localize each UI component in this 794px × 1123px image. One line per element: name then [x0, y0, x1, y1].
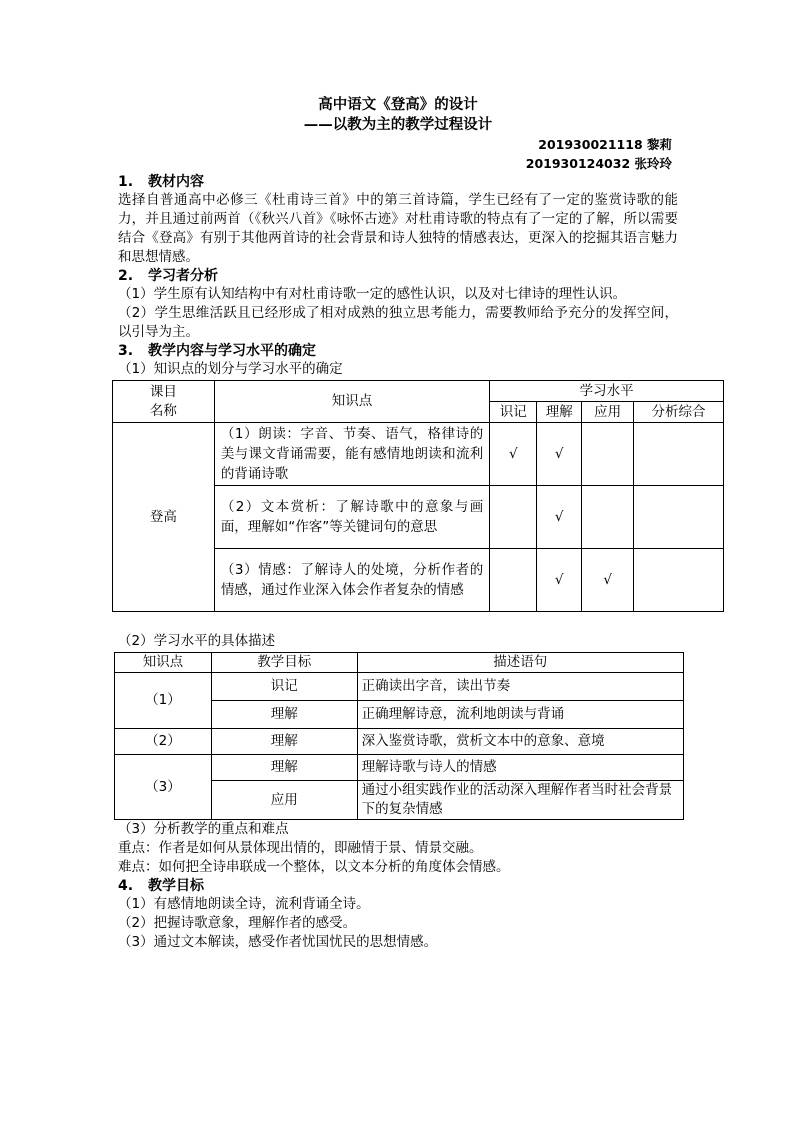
teaching-goal: 理解 [211, 701, 357, 729]
level-mark: √ [537, 549, 582, 612]
section-2-heading [118, 267, 678, 285]
teaching-goal: 应用 [211, 781, 357, 820]
section-title: 学习者分析 [148, 268, 218, 284]
level-mark: √ [582, 549, 634, 612]
section-number: 3. [118, 343, 134, 359]
level-mark [582, 423, 634, 486]
knowledge-level-table [112, 380, 724, 612]
subsection-2-title: （2）学习水平的具体描述 [118, 633, 276, 649]
table-row [115, 755, 684, 781]
teaching-goal: 理解 [211, 729, 357, 755]
author-line-2: 201930124032 张玲玲 [525, 156, 672, 171]
section-4-heading [118, 877, 678, 895]
description: 正确读出字音，读出节奏 [357, 673, 683, 701]
teaching-goal-item-1: （1）有感情地朗读全诗，流利背诵全诗。 [118, 896, 370, 912]
level-mark: √ [537, 486, 582, 549]
knowledge-point: （1） [115, 673, 212, 729]
subsection-1-title: （1）知识点的划分与学习水平的确定 [118, 361, 343, 377]
section-1-body: 选择自普通高中必修三《杜甫诗三首》中的第三首诗篇，学生已经有了一定的鉴赏诗歌的能力，并且通过前两首（《秋兴八首》《咏怀古迹》对杜甫诗歌的特点有了一定的了解，所以需要结合《登高》有别于其他两首诗的社会背景和诗人独特的情感表达，更深入的挖掘其语言魅力和思想情感。 [118, 192, 678, 265]
description: 理解诗歌与诗人的情感 [357, 755, 683, 781]
difficulty: 难点：如何把全诗串联成一个整体，以文本分析的角度体会情感。 [118, 859, 510, 875]
header-learning-level: 学习水平 [490, 381, 724, 402]
knowledge-point: （1）朗读：字音、节奏、语气，格律诗的美与课文背诵需要，能有感情地朗读和流利的背诵诗歌 [214, 423, 489, 486]
level-mark: √ [490, 423, 537, 486]
table-row [115, 729, 684, 755]
level-mark [634, 486, 724, 549]
header-level-apply: 应用 [582, 402, 634, 423]
learning-level-description-table [114, 652, 684, 820]
level-mark [582, 486, 634, 549]
section-1-heading [118, 173, 678, 191]
description: 通过小组实践作业的活动深入理解作者当时社会背景下的复杂情感 [357, 781, 683, 820]
header-knowledge-point: 知识点 [115, 653, 212, 673]
document-title: 高中语文《登高》的设计 [318, 97, 478, 113]
document-subtitle: ——以教为主的教学过程设计 [303, 117, 493, 133]
knowledge-point: （3） [115, 755, 212, 820]
section-number: 2. [118, 268, 134, 284]
level-mark [634, 549, 724, 612]
section-3-heading [118, 342, 678, 360]
teaching-goal: 理解 [211, 755, 357, 781]
teaching-goal: 识记 [211, 673, 357, 701]
table-row [113, 423, 724, 486]
subsection-3-title: （3）分析教学的重点和难点 [118, 821, 289, 837]
knowledge-point: （2） [115, 729, 212, 755]
author-line-1: 201930021118 黎莉 [538, 137, 672, 152]
level-mark [634, 423, 724, 486]
description: 深入鉴赏诗歌，赏析文本中的意象、意境 [357, 729, 683, 755]
level-mark [490, 549, 537, 612]
header-teaching-goal: 教学目标 [211, 653, 357, 673]
section-title: 教学内容与学习水平的确定 [148, 343, 316, 359]
table-row [115, 673, 684, 701]
section-number: 1. [118, 174, 134, 190]
key-point: 重点：作者是如何从景体现出情的，即融情于景、情景交融。 [118, 840, 483, 856]
teaching-goal-item-2: （2）把握诗歌意象，理解作者的感受。 [118, 915, 357, 931]
level-mark [490, 486, 537, 549]
section-title: 教材内容 [148, 174, 204, 190]
header-level-memorize: 识记 [490, 402, 537, 423]
header-course: 课目 名称 [113, 381, 215, 423]
learner-analysis-item-1: （1）学生原有认知结构中有对杜甫诗歌一定的感性认识，以及对七律诗的理性认识。 [118, 286, 627, 302]
document-page [118, 95, 706, 952]
header-knowledge-point: 知识点 [214, 381, 489, 423]
knowledge-point: （3）情感：了解诗人的处境，分析作者的情感，通过作业深入体会作者复杂的情感 [214, 549, 489, 612]
header-description: 描述语句 [357, 653, 683, 673]
course-name: 登高 [113, 423, 215, 612]
section-number: 4. [118, 878, 134, 894]
section-title: 教学目标 [148, 878, 204, 894]
teaching-goal-item-3: （3）通过文本解读，感受作者忧国忧民的思想情感。 [118, 934, 438, 950]
learner-analysis-item-2: （2）学生思维活跃且已经形成了相对成熟的独立思考能力，需要教师给予充分的发挥空间，以引导为主。 [118, 305, 678, 340]
header-level-analyze: 分析综合 [634, 402, 724, 423]
description: 正确理解诗意，流利地朗读与背诵 [357, 701, 683, 729]
header-level-understand: 理解 [537, 402, 582, 423]
level-mark: √ [537, 423, 582, 486]
knowledge-point: （2）文本赏析：了解诗歌中的意象与画面，理解如“作客”等关键词句的意思 [214, 486, 489, 549]
spacer [118, 612, 678, 632]
